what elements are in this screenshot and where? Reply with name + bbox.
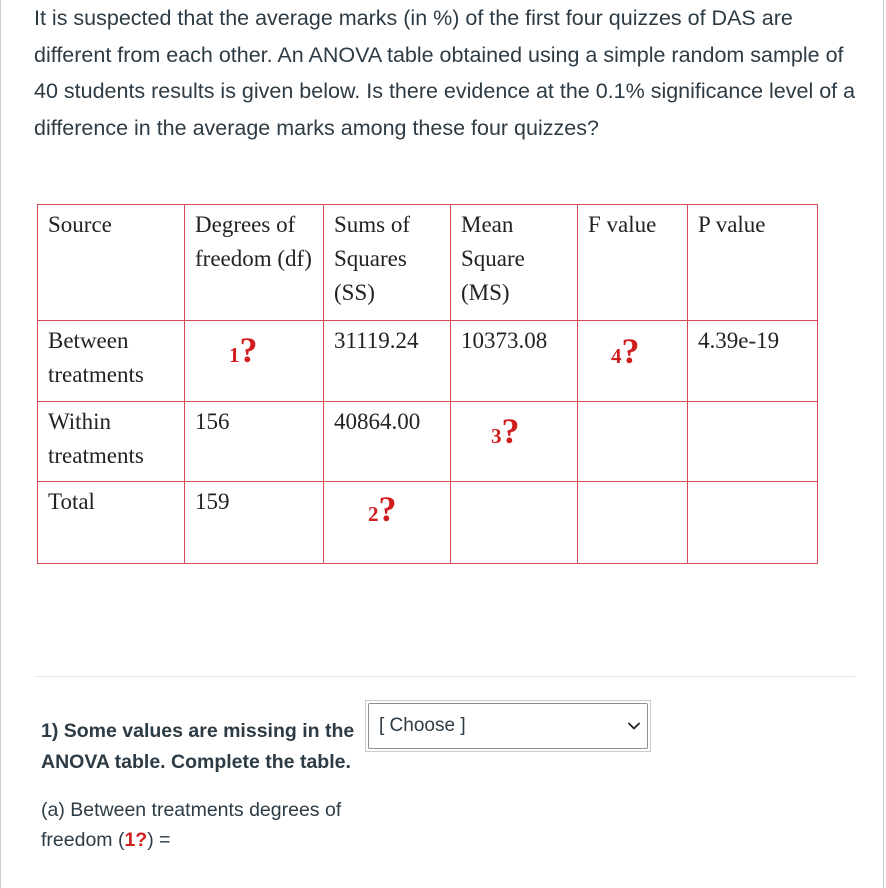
cell-source: Total <box>38 482 185 564</box>
table-header-row <box>38 205 818 321</box>
table-row <box>38 482 818 564</box>
part1-prompt: 1) Some values are missing in the ANOVA table. Complete the table. <box>41 720 355 773</box>
part1a-prefix: (a) Between treatments degrees of freedom ( <box>41 799 342 851</box>
cell-p <box>688 482 818 564</box>
header-f: F value <box>578 205 688 321</box>
cell-df <box>185 321 324 402</box>
anova-table <box>37 204 818 564</box>
answer-select-value: [ Choose ] <box>379 715 466 736</box>
section-divider <box>35 676 855 677</box>
table-row <box>38 402 818 482</box>
cell-source: Between treatments <box>38 321 185 402</box>
cell-ss: 31119.24 <box>324 321 451 402</box>
question-text: It is suspected that the average marks (in %) of the first four quizzes of DAS are different from each other. An ANOVA table obtained using a simple random sample of 40 students results is given below. Is there evidence at the 0.1% significance level of a difference in the average marks among these four quizzes? <box>34 6 856 140</box>
cell-source: Within treatments <box>38 402 185 482</box>
answer-select-box[interactable] <box>368 703 648 749</box>
missing-marker-2: 2? <box>368 489 397 529</box>
cell-ss <box>324 482 451 564</box>
cell-df: 159 <box>185 482 324 564</box>
missing-marker-4: 4? <box>611 331 640 371</box>
cell-f <box>578 482 688 564</box>
header-p: P value <box>688 205 818 321</box>
header-df: Degrees of freedom (df) <box>185 205 324 321</box>
table-row <box>38 321 818 402</box>
header-ms: Mean Square (MS) <box>451 205 578 321</box>
cell-ms <box>451 482 578 564</box>
answer-select[interactable] <box>365 700 651 752</box>
chevron-down-icon <box>627 719 641 733</box>
cell-df: 156 <box>185 402 324 482</box>
missing-marker-1: 1? <box>229 330 258 370</box>
cell-ms <box>451 402 578 482</box>
part1a-ref: 1? <box>124 829 148 851</box>
cell-ss: 40864.00 <box>324 402 451 482</box>
cell-ms: 10373.08 <box>451 321 578 402</box>
missing-marker-3: 3? <box>491 411 520 451</box>
header-source: Source <box>38 205 185 321</box>
cell-p: 4.39e-19 <box>688 321 818 402</box>
cell-p <box>688 402 818 482</box>
header-ss: Sums of Squares (SS) <box>324 205 451 321</box>
part1a-suffix: ) = <box>147 829 171 851</box>
cell-f <box>578 402 688 482</box>
cell-f <box>578 321 688 402</box>
part1a-text <box>41 795 371 855</box>
